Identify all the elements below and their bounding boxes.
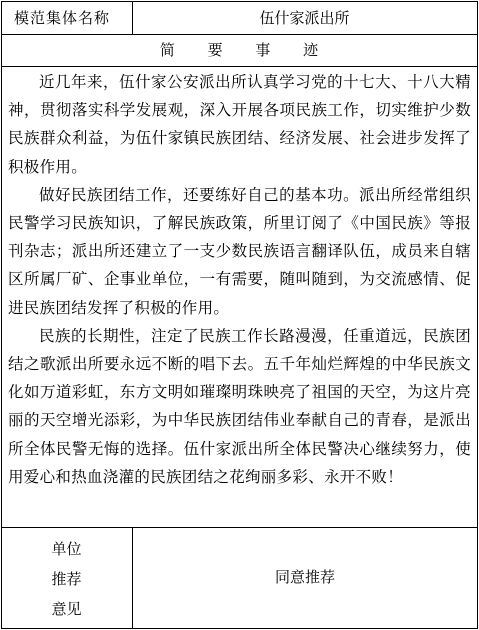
recommendation-label-line-3: 意见	[51, 600, 82, 618]
row-divider-body	[1, 527, 477, 528]
recommendation-label-line-2: 推荐	[51, 570, 82, 588]
collective-name-value: 伍什家派出所	[259, 9, 350, 27]
unit-recommendation-value: 同意推荐	[274, 568, 335, 586]
row-divider-name	[1, 34, 477, 35]
deeds-paragraph-3: 民族的长期性，注定了民族工作长路漫漫，任重道远，民族团结之歌派出所要永远不断的唱下去。五千年灿烂辉煌的中华民族文化如万道彩虹，东方文明如璀璨明珠映亮了祖国的天空，为这片亮丽的天空增光添彩，为中华民族团结伟业奉献自己的青春，是派出所全体民警无悔的选择。伍什家派出所全体民警决心继续努力，使用爱心和热血浇灌的民族团结之花绚丽多彩、永开不败！	[8, 326, 471, 486]
section-title: 简 要 事 迹	[159, 41, 333, 59]
deeds-paragraph-1: 近几年来，伍什家公安派出所认真学习党的十七大、十八大精神，贯彻落实科学发展观，深入开展各项民族工作，切实维护少数民族群众利益，为伍什家镇民族团结、经济发展、社会进步发挥了积极作用。	[8, 73, 471, 176]
unit-recommendation-label	[1, 534, 132, 624]
deeds-body	[8, 68, 471, 491]
row-divider-title	[1, 66, 477, 67]
collective-name-label: 模范集体名称	[14, 9, 111, 27]
recommendation-label-line-1: 单位	[51, 540, 82, 558]
deeds-paragraph-2: 做好民族团结工作，还要练好自己的基本功。派出所经常组织民警学习民族知识，了解民族政策，所里订阅了《中国民族》等报刊杂志；派出所还建立了一支少数民族语言翻译队伍，成员来自辖区所属厂矿、企事业单位，一有需要，随叫随到，为交流感情、促进民族团结发挥了积极的作用。	[8, 185, 471, 317]
